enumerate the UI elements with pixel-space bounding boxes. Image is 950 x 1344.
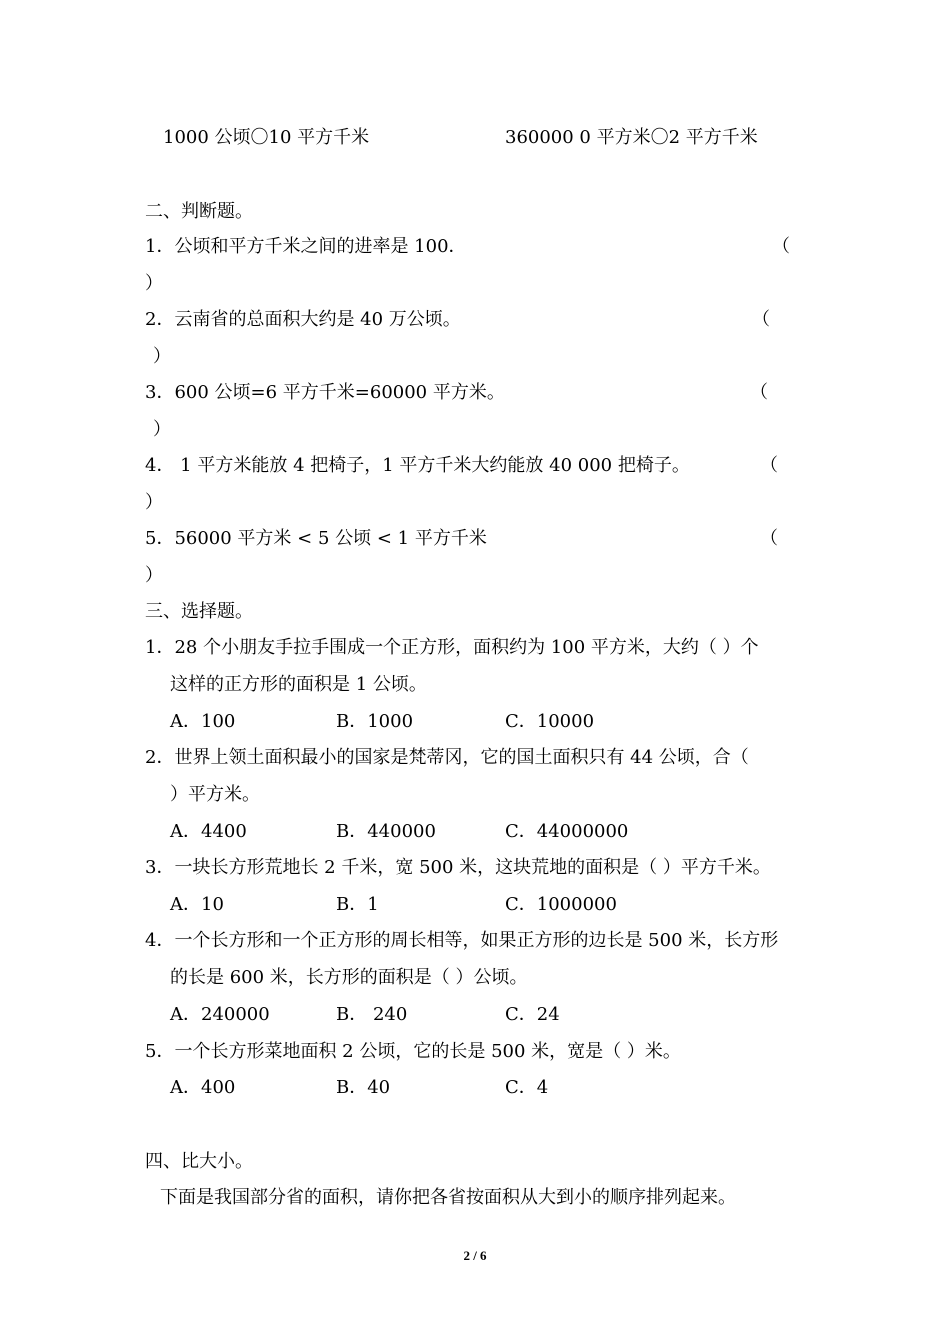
judge-item-2-close: ）	[153, 346, 171, 367]
choice-q2-option-a[interactable]: A．4400	[170, 821, 247, 842]
choice-q5-line1: 5．一个长方形菜地面积 2 公顷，它的长是 500 米，宽是（ ）米。	[145, 1041, 681, 1062]
choice-q5-option-c[interactable]: C．4	[505, 1077, 549, 1098]
choice-q4-line1: 4．一个长方形和一个正方形的周长相等，如果正方形的边长是 500 米，长方形	[145, 930, 779, 951]
choice-q4-option-a[interactable]: A．240000	[170, 1004, 270, 1025]
judge-item-4-open[interactable]: （	[760, 455, 778, 476]
judge-item-5-open[interactable]: （	[760, 528, 778, 549]
judge-item-3: 3．600 公顷=6 平方千米=60000 平方米。	[145, 382, 505, 403]
judge-item-5: 5．56000 平方米 < 5 公顷 < 1 平方千米	[145, 528, 487, 549]
judge-item-1-close: ）	[145, 273, 163, 294]
choice-q4-line2: 的长是 600 米，长方形的面积是（ ）公顷。	[170, 967, 528, 988]
choice-q2-option-c[interactable]: C．44000000	[505, 821, 629, 842]
choice-q5-option-a[interactable]: A．400	[170, 1077, 236, 1098]
judge-item-3-open[interactable]: （	[750, 382, 768, 403]
section4-title: 四、比大小。	[145, 1151, 253, 1172]
judge-item-3-close: ）	[153, 419, 171, 440]
choice-q4-option-c[interactable]: C．24	[505, 1004, 560, 1025]
judge-item-1-open[interactable]: （	[772, 236, 790, 257]
judge-item-5-close: ）	[145, 565, 163, 586]
judge-item-4: 4． 1 平方米能放 4 把椅子，1 平方千米大约能放 40 000 把椅子。	[145, 455, 690, 476]
choice-q3-option-c[interactable]: C．1000000	[505, 894, 617, 915]
section3-title: 三、选择题。	[145, 601, 253, 622]
compare-right: 360000 0 平方米〇2 平方千米	[505, 127, 758, 148]
choice-q1-line2: 这样的正方形的面积是 1 公顷。	[170, 674, 427, 695]
choice-q3-option-a[interactable]: A．10	[170, 894, 224, 915]
choice-q2-line2: ）平方米。	[170, 784, 260, 805]
section4-intro: 下面是我国部分省的面积，请你把各省按面积从大到小的顺序排列起来。	[160, 1187, 736, 1208]
choice-q1-option-c[interactable]: C．10000	[505, 711, 595, 732]
choice-q2-line1: 2．世界上领土面积最小的国家是梵蒂冈，它的国土面积只有 44 公顷，合（	[145, 747, 749, 768]
judge-item-1: 1．公顷和平方千米之间的进率是 100．	[145, 236, 467, 257]
choice-q1-line1: 1．28 个小朋友手拉手围成一个正方形，面积约为 100 平方米，大约（ ）个	[145, 637, 759, 658]
page-number: 2 / 6	[463, 1248, 487, 1263]
section2-title: 二、判断题。	[145, 201, 253, 222]
judge-item-2-open[interactable]: （	[752, 309, 770, 330]
choice-q1-option-a[interactable]: A．100	[170, 711, 236, 732]
choice-q5-option-b[interactable]: B．40	[336, 1077, 391, 1098]
judge-item-4-close: ）	[145, 492, 163, 513]
choice-q4-option-b[interactable]: B． 240	[336, 1004, 408, 1025]
choice-q1-option-b[interactable]: B．1000	[336, 711, 414, 732]
compare-left: 1000 公顷〇10 平方千米	[163, 127, 370, 148]
choice-q2-option-b[interactable]: B．440000	[336, 821, 436, 842]
judge-item-2: 2．云南省的总面积大约是 40 万公顷。	[145, 309, 461, 330]
choice-q3-line1: 3．一块长方形荒地长 2 千米，宽 500 米，这块荒地的面积是（ ）平方千米。	[145, 857, 771, 878]
choice-q3-option-b[interactable]: B．1	[336, 894, 379, 915]
